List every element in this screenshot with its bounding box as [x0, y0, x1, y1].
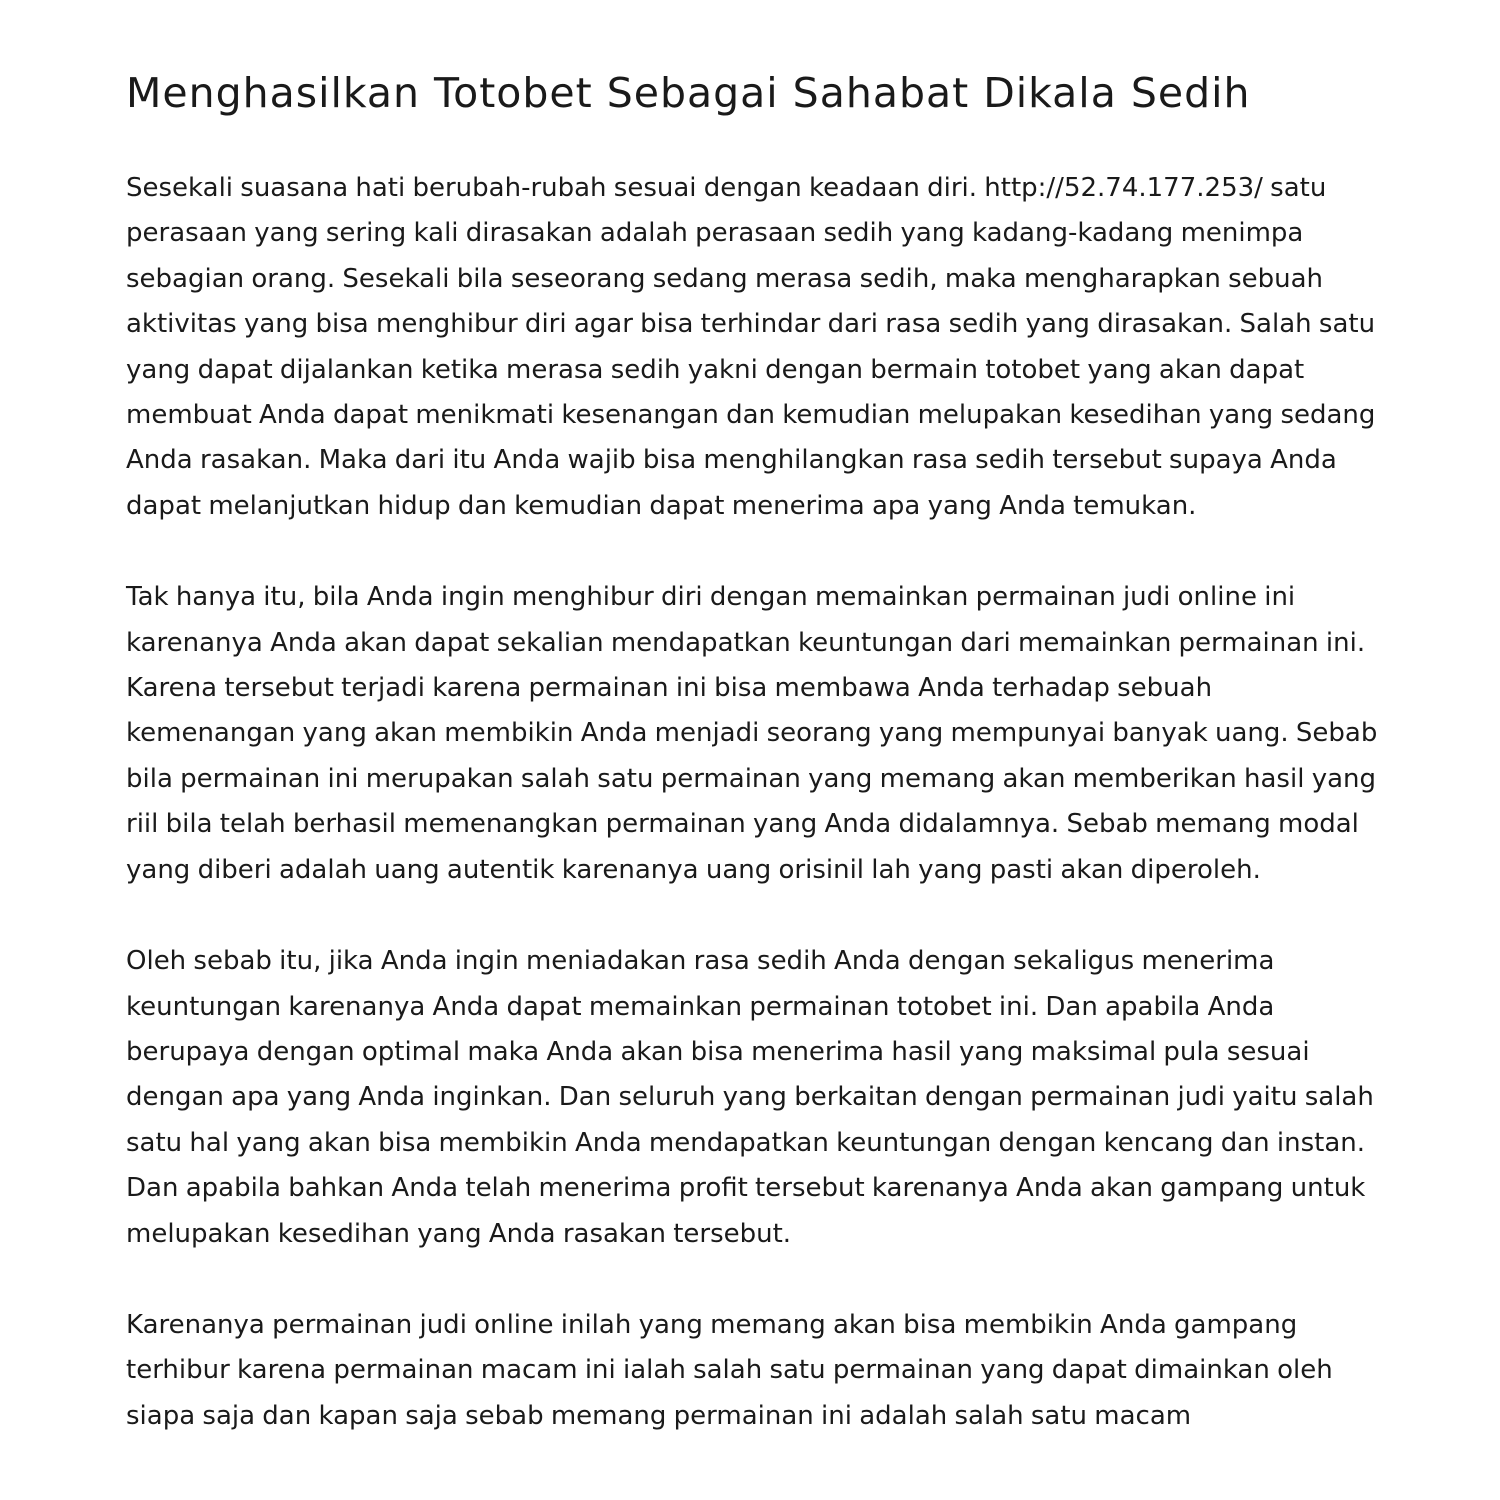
paragraph-3: Oleh sebab itu, jika Anda ingin meniadakan rasa sedih Anda dengan sekaligus menerima keuntungan karenanya Anda dapat memainkan permainan totobet ini. Dan apabila Anda berupaya dengan optimal maka Anda akan bisa menerima hasil yang maksimal pula sesuai dengan apa yang Anda inginkan. Dan seluruh yang berkaitan dengan permainan judi yaitu salah satu hal yang akan bisa membikin Anda mendapatkan keuntungan dengan kencang dan instan. Dan apabila bahkan Anda telah menerima profit tersebut karenanya Anda akan gampang untuk melupakan kesedihan yang Anda rasakan tersebut.	[126, 946, 1374, 1249]
document-body	[126, 166, 1386, 1485]
paragraph-1: Sesekali suasana hati berubah-rubah sesuai dengan keadaan diri. http://52.74.177.253/ satu perasaan yang sering kali dirasakan adalah perasaan sedih yang kadang-kadang menimpa sebagian orang. Sesekali bila seseorang sedang merasa sedih, maka mengharapkan sebuah aktivitas yang bisa menghibur diri agar bisa terhindar dari rasa sedih yang dirasakan. Salah satu yang dapat dijalankan ketika merasa sedih yakni dengan bermain totobet yang akan dapat membuat Anda dapat menikmati kesenangan dan kemudian melupakan kesedihan yang sedang Anda rasakan. Maka dari itu Anda wajib bisa menghilangkan rasa sedih tersebut supaya Anda dapat melanjutkan hidup dan kemudian dapat menerima apa yang Anda temukan.	[126, 173, 1376, 521]
document-title: Menghasilkan Totobet Sebagai Sahabat Dikala Sedih	[126, 69, 1251, 117]
paragraph-2: Tak hanya itu, bila Anda ingin menghibur diri dengan memainkan permainan judi online ini karenanya Anda akan dapat sekalian mendapatkan keuntungan dari memainkan permainan ini. Karena tersebut terjadi karena permainan ini bisa membawa Anda terhadap sebuah kemenangan yang akan membikin Anda menjadi seorang yang mempunyai banyak uang. Sebab bila permainan ini merupakan salah satu permainan yang memang akan memberikan hasil yang riil bila telah berhasil memenangkan permainan yang Anda didalamnya. Sebab memang modal yang diberi adalah uang autentik karenanya uang orisinil lah yang pasti akan diperoleh.	[126, 582, 1378, 885]
paragraph-4: Karenanya permainan judi online inilah yang memang akan bisa membikin Anda gampang terhibur karena permainan macam ini ialah salah satu permainan yang dapat dimainkan oleh siapa saja dan kapan saja sebab memang permainan ini adalah salah satu macam	[126, 1309, 1333, 1431]
